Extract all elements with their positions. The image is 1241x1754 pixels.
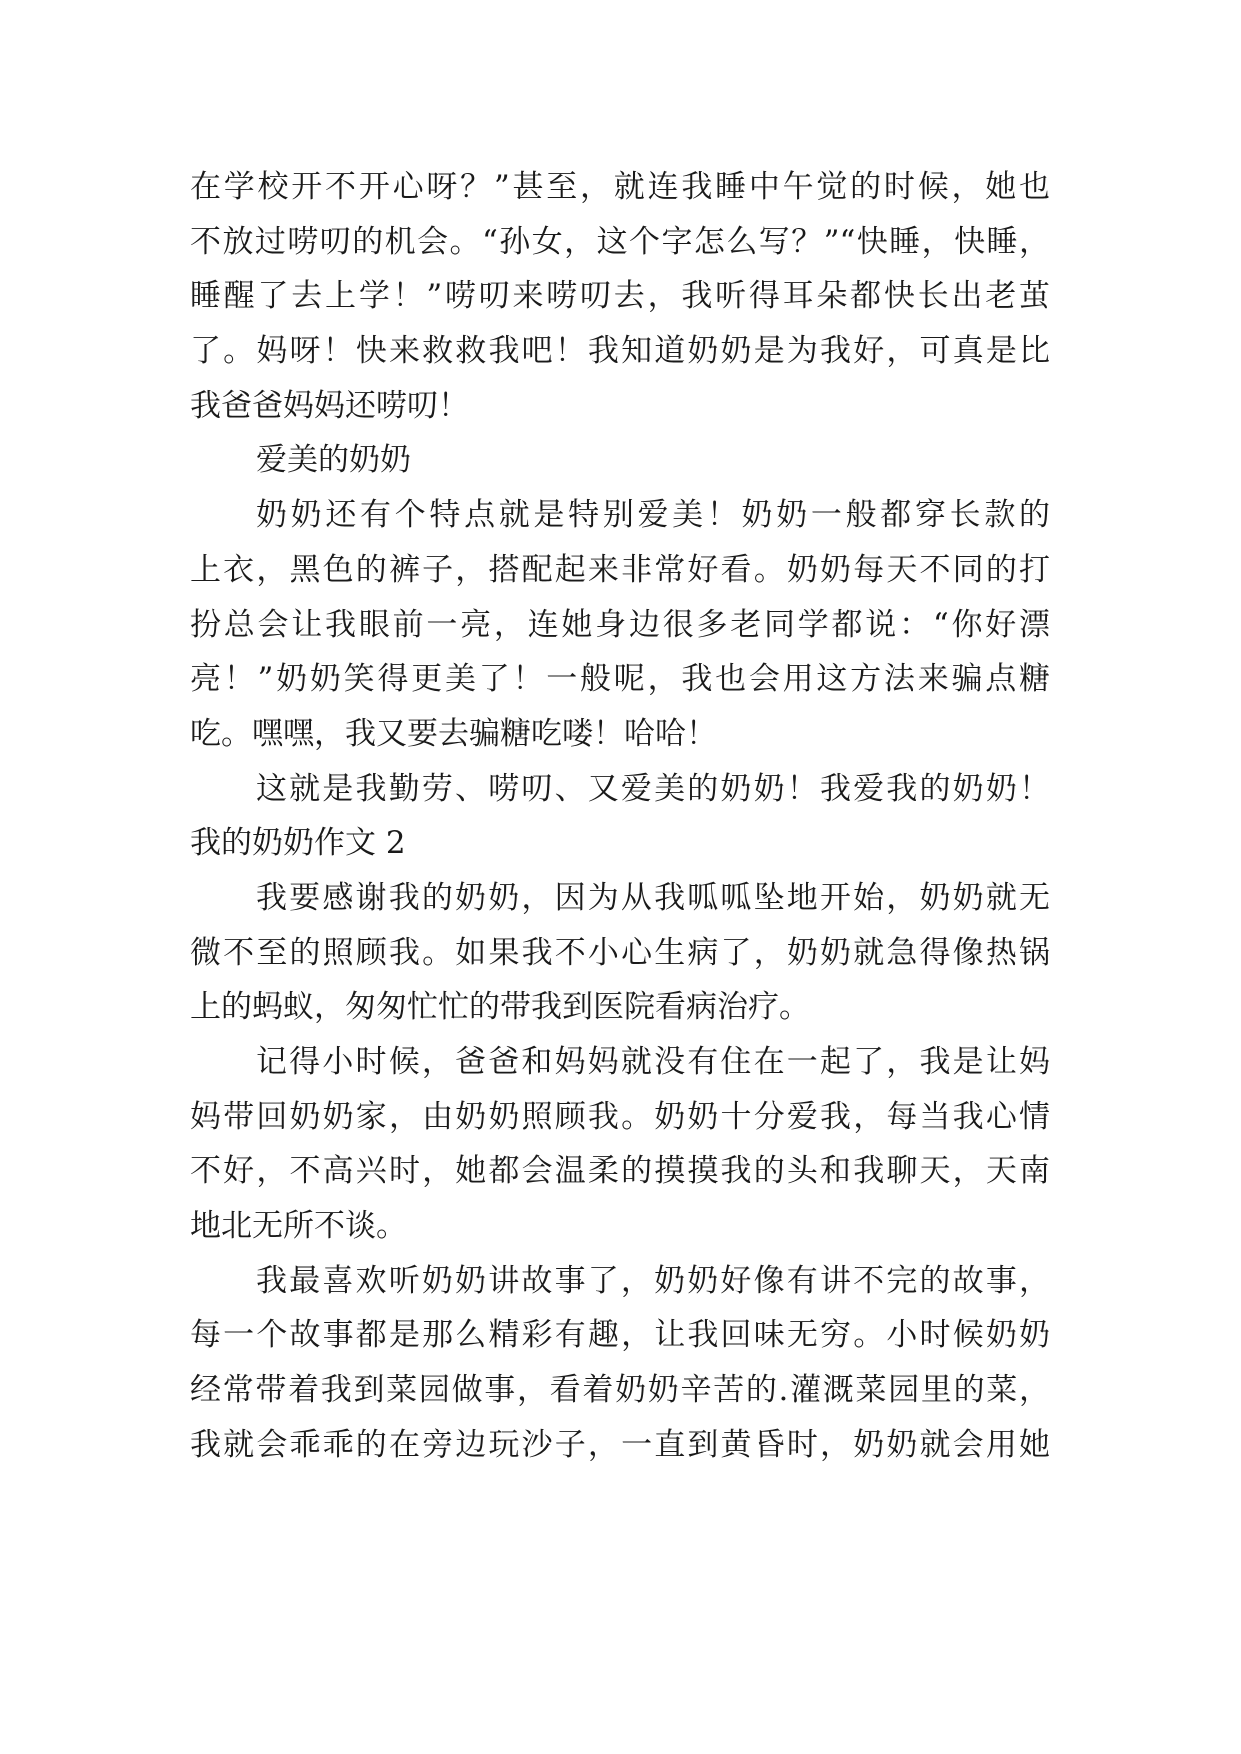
text-line: 我要感谢我的奶奶，因为从我呱呱坠地开始，奶奶就无: [256, 879, 1050, 916]
text-line: 每一个故事都是那么精彩有趣，让我回味无穷。小时候奶奶: [190, 1317, 1050, 1354]
text-line: 我爸爸妈妈还唠叨！: [190, 387, 469, 424]
text-line: 妈带回奶奶家，由奶奶照顾我。奶奶十分爱我，每当我心情: [190, 1098, 1050, 1135]
text-line: 我最喜欢听奶奶讲故事了，奶奶好像有讲不完的故事，: [256, 1262, 1050, 1299]
essay-body: [190, 160, 1050, 1473]
text-line: 经常带着我到菜园做事，看着奶奶辛苦的.灌溉菜园里的菜，: [190, 1372, 1050, 1409]
text-line: 记得小时候，爸爸和妈妈就没有住在一起了，我是让妈: [256, 1044, 1050, 1080]
text-line: 亮！”奶奶笑得更美了！一般呢，我也会用这方法来骗点糖: [190, 661, 1050, 698]
text-line: 不放过唠叨的机会。“孙女，这个字怎么写？”“快睡，快睡，: [190, 223, 1050, 260]
text-line: 上的蚂蚁，匆匆忙忙的带我到医院看病治疗。: [190, 989, 810, 1026]
section-heading: 爱美的奶奶: [256, 442, 411, 479]
text-line: 扮总会让我眼前一亮，连她身边很多老同学都说：“你好漂: [190, 606, 1050, 643]
text-line: 上衣，黑色的裤子，搭配起来非常好看。奶奶每天不同的打: [190, 551, 1050, 588]
text-line: 微不至的照顾我。如果我不小心生病了，奶奶就急得像热锅: [190, 934, 1050, 971]
text-line: 了。妈呀！快来救救我吧！我知道奶奶是为我好，可真是比: [190, 333, 1050, 370]
text-line: 吃。嘿嘿，我又要去骗糖吃喽！哈哈！: [190, 715, 717, 752]
text-line: 奶奶还有个特点就是特别爱美！奶奶一般都穿长款的: [256, 497, 1050, 534]
text-line: 不好，不高兴时，她都会温柔的摸摸我的头和我聊天，天南: [190, 1153, 1050, 1190]
text-line: 地北无所不谈。: [190, 1208, 407, 1245]
text-line: 我就会乖乖的在旁边玩沙子，一直到黄昏时，奶奶就会用她: [190, 1426, 1050, 1463]
text-line: 睡醒了去上学！”唠叨来唠叨去，我听得耳朵都快长出老茧: [190, 278, 1050, 315]
text-line: 在学校开不开心呀？”甚至，就连我睡中午觉的时候，她也: [190, 169, 1050, 205]
text-line: 这就是我勤劳、唠叨、又爱美的奶奶！我爱我的奶奶！: [256, 770, 1050, 807]
essay-title: 我的奶奶作文 2: [190, 825, 406, 862]
